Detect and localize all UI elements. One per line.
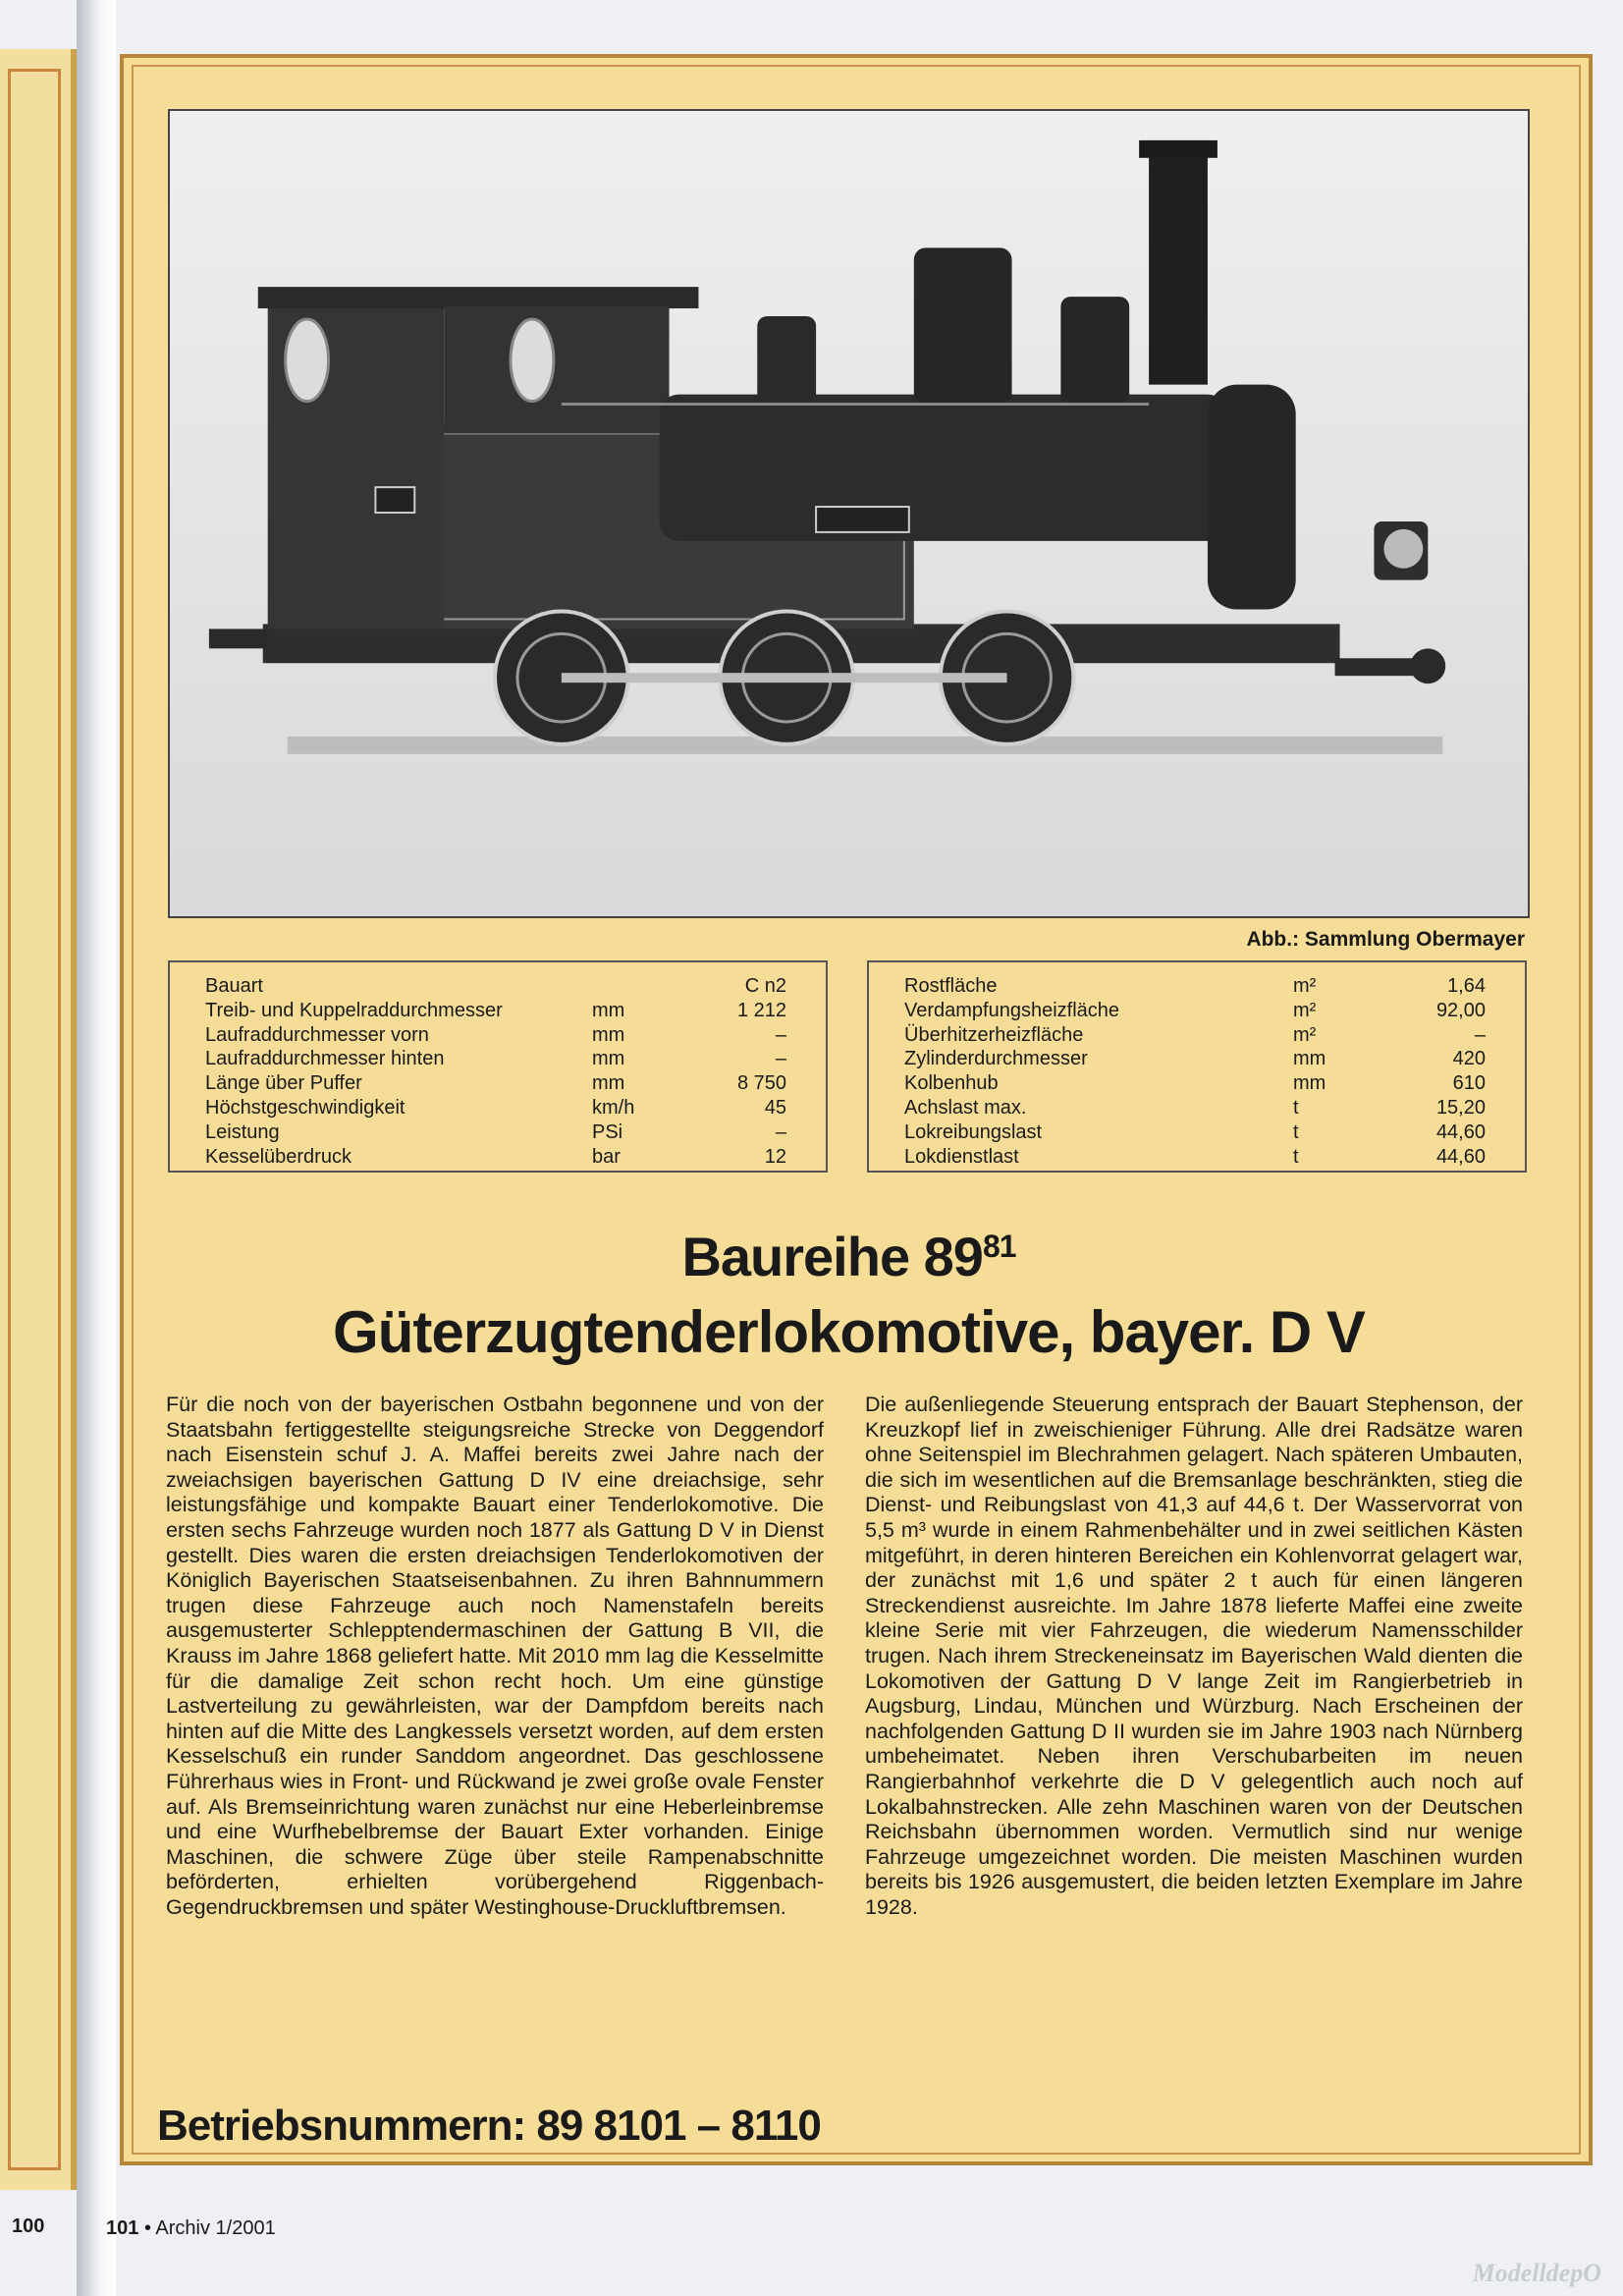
spec-value: 45: [764, 1097, 786, 1119]
spec-row: [170, 1071, 826, 1096]
spec-unit: t: [1293, 1121, 1299, 1143]
spec-value: 420: [1452, 1048, 1486, 1070]
footer: [106, 2217, 276, 2240]
spec-value: –: [775, 1121, 786, 1143]
spec-label: Bauart: [205, 975, 263, 997]
spec-unit: m²: [1293, 999, 1317, 1021]
spec-value: –: [1474, 1023, 1486, 1046]
spec-unit: bar: [592, 1145, 621, 1168]
spec-value: 44,60: [1435, 1145, 1486, 1168]
spec-unit: t: [1293, 1097, 1299, 1119]
spec-value: 44,60: [1435, 1121, 1486, 1143]
spec-row: [170, 1047, 826, 1071]
spec-row: [869, 1071, 1525, 1096]
spec-row: [869, 1047, 1525, 1071]
spec-row: [170, 1096, 826, 1121]
heading-series: Baureihe 89: [681, 1226, 983, 1287]
spec-table-right: [867, 960, 1527, 1173]
body-column-2: Die außenliegende Steuerung entsprach der Bauart Stephenson, der Kreuzkopf lief in zweischieniger Führung. Alle drei Radsätze waren ohne Seitenspiel im Blechrahmen gelagert. Nach späteren Umbauten, die sich im wesentlichen auf die Bremsanlage beschränkten, stieg die Dienst- und Reibungslast von 41,3 auf 44,6 t. Der Wasservorrat von 5,5 m³ wurde in einem Rahmenbehälter und in zwei seitlichen Kästen mitgeführt, in deren hinteren Bereichen ein Kohlenvorrat gelagert war, der zunächst mit 1,6 und später 2 t auch für einen längeren Streckendienst ausreichte. Im Jahre 1878 lieferte Maffei eine zweite kleine Serie mit vier Fahrzeugen, die wiederum Namensschilder trugen. Nach ihrem Streckeneinsatz im Bayerischen Wald dienten die Lokomotiven der Gattung D V lange Zeit im Rangierbetrieb in Augsburg, Lindau, München und Würzburg. Nach Erscheinen der nachfolgenden Gattung D II wurden sie im Jahre 1903 nach Nürnberg umbeheimatet. Neben ihren Verschubarbeiten im neuen Rangierbahnhof verkehrte die D V gelegentlich auch noch auf Lokalbahnstrecken. Alle zehn Maschinen waren von der Deutschen Reichsbahn übernommen worden. Vermutlich sind nur wenige Fahrzeuge umgezeichnet worden. Die meisten Maschinen wurden bereits bis 1926 ausgemustert, die beiden letzten Exemplare im Jahre 1928.: [865, 1393, 1523, 1919]
spec-row: [170, 974, 826, 999]
spec-unit: t: [1293, 1145, 1299, 1168]
spec-unit: PSi: [592, 1121, 623, 1143]
spec-label: Leistung: [205, 1121, 280, 1143]
spec-label: Lokreibungslast: [904, 1121, 1043, 1143]
spec-label: Achslast max.: [904, 1097, 1027, 1119]
spec-label: Treib- und Kuppelraddurchmesser: [205, 999, 503, 1021]
spec-label: Überhitzerheizfläche: [904, 1023, 1084, 1046]
spec-table-left: [168, 960, 828, 1173]
spec-value: 92,00: [1435, 999, 1486, 1021]
spec-label: Rostfläche: [904, 975, 998, 997]
heading-line2: Güterzugtenderlokomotive, bayer. D V: [333, 1299, 1365, 1365]
spec-unit: mm: [592, 1072, 625, 1095]
spec-row: [170, 1145, 826, 1170]
spec-value: 1,64: [1447, 975, 1486, 997]
spec-value: C n2: [744, 975, 786, 997]
spec-row: [869, 1096, 1525, 1121]
spec-row: [170, 1023, 826, 1048]
spec-row: [869, 974, 1525, 999]
spec-row: [170, 1121, 826, 1145]
previous-page-number: 100: [12, 2215, 45, 2237]
spec-label: Zylinderdurchmesser: [904, 1048, 1088, 1070]
spec-row: [170, 999, 826, 1023]
spec-value: 610: [1452, 1072, 1486, 1095]
spec-unit: km/h: [592, 1097, 635, 1119]
locomotive-photo: [168, 109, 1530, 918]
spec-label: Lokdienstlast: [904, 1145, 1019, 1168]
page-number: 101: [106, 2217, 139, 2239]
body-column-1: Für die noch von der bayerischen Ostbahn begonnene und von der Staatsbahn fertiggestellte steigungsreiche Strecke von Deggendorf nach Eisenstein schuf J. A. Maffei bereits zwei Jahre nach der zweiachsigen bayerischen Gattung D IV eine dreiachsige, sehr leistungsfähige und kompakte Bauart einer Tenderlokomotive. Die ersten sechs Fahrzeuge wurden noch 1877 als Gattung D V in Dienst gestellt. Dies waren die ersten dreiachsigen Tenderlokomotiven der Königlich Bayerischen Staatseisenbahnen. Zu ihren Bahnnummern trugen diese Fahrzeuge auch noch Namenstafeln bereits ausgemusterter Schlepptendermaschinen der Gattung B VII, die Krauss im Jahre 1868 geliefert hatte. Mit 2010 mm lag die Kesselmitte für die damalige Zeit schon recht hoch. Um eine günstige Lastverteilung zu gewährleisten, war der Dampfdom bereits nach hinten auf die Mitte des Langkessels versetzt worden, auf dem ersten Kesselschuß ein runder Sanddom angeordnet. Das geschlossene Führerhaus wies in Front- und Rückwand je zwei große ovale Fenster auf. Als Bremseinrichtung waren zunächst nur eine Heberleinbremse und eine Wurfhebelbremse der Bauart Exter vorhanden. Einige Maschinen, die schwere Züge über steile Rampenabschnitte beförderten, erhielten vorübergehend Riggenbach-Gegendruckbremsen und später Westinghouse-Druckluftbremsen.: [166, 1393, 824, 1919]
spec-unit: mm: [1293, 1048, 1326, 1070]
previous-page-edge: [0, 49, 77, 2190]
footer-separator: •: [143, 2217, 151, 2239]
spec-value: 1 212: [736, 999, 786, 1021]
spec-label: Verdampfungsheizfläche: [904, 999, 1120, 1021]
spec-value: –: [775, 1023, 786, 1046]
operating-numbers: Betriebsnummern: 89 8101 – 8110: [157, 2102, 821, 2150]
spec-unit: mm: [592, 1023, 625, 1046]
spec-unit: m²: [1293, 1023, 1317, 1046]
photo-credit: Abb.: Sammlung Obermayer: [1246, 928, 1525, 951]
spec-label: Kolbenhub: [904, 1072, 999, 1095]
spec-value: 8 750: [736, 1072, 786, 1095]
spec-label: Länge über Puffer: [205, 1072, 362, 1095]
spec-row: [869, 1145, 1525, 1170]
issue-label: Archiv 1/2001: [155, 2217, 276, 2239]
heading-line1: [168, 1225, 1530, 1288]
spec-label: Laufraddurchmesser hinten: [205, 1048, 445, 1070]
spec-row: [869, 999, 1525, 1023]
spec-label: Kesselüberdruck: [205, 1145, 352, 1168]
watermark-logo: ModelldepO: [1472, 2259, 1601, 2287]
spec-unit: mm: [592, 1048, 625, 1070]
spec-unit: mm: [592, 999, 625, 1021]
spec-unit: mm: [1293, 1072, 1326, 1095]
spec-value: 15,20: [1435, 1097, 1486, 1119]
spec-row: [869, 1121, 1525, 1145]
spec-label: Höchstgeschwindigkeit: [205, 1097, 406, 1119]
spec-unit: m²: [1293, 975, 1317, 997]
heading-series-sup: 81: [982, 1229, 1016, 1264]
page-gutter: [77, 0, 116, 2296]
spec-row: [869, 1023, 1525, 1048]
spec-value: 12: [764, 1145, 786, 1168]
spec-label: Laufraddurchmesser vorn: [205, 1023, 429, 1046]
spec-value: –: [775, 1048, 786, 1070]
